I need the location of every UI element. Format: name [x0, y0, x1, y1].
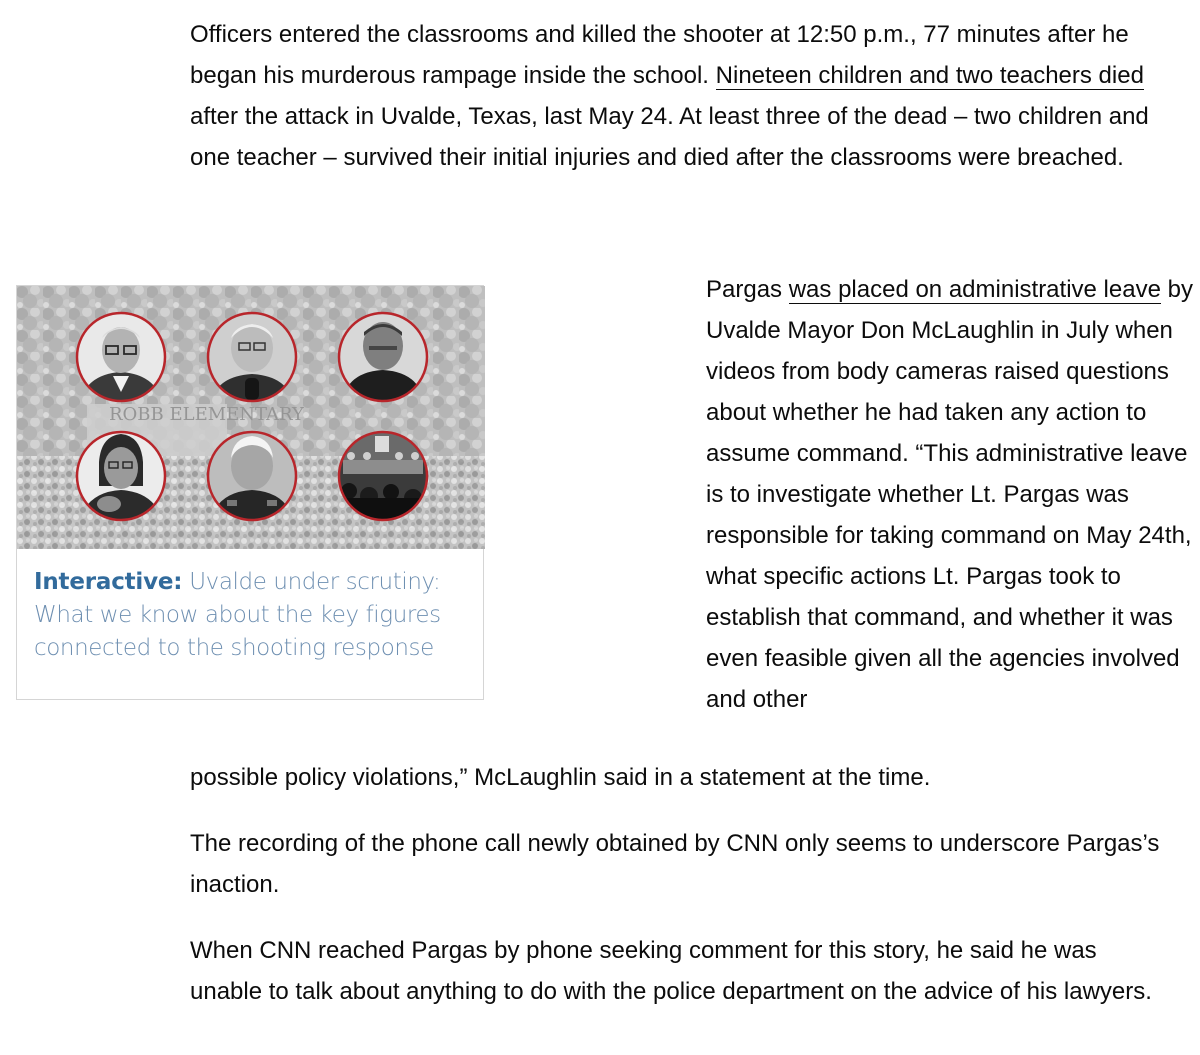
administrative-leave-link[interactable]: was placed on administrative leave: [788, 276, 1161, 303]
article-paragraph-2-continued: possible policy violations,” McLaughlin said in a statement at the time.: [190, 764, 931, 791]
article-paragraph-4: When CNN reached Pargas by phone seeking comment for this story, he said he was unable to talk about anything to do with the police department on the advice of his lawyers.: [190, 937, 1152, 1005]
paragraph-text: by Uvalde Mayor Don McLaughlin in July when videos from body cameras raised questions about whether he had taken any action to assume command. “This administrative leave is to investigate whether Lt. Pargas was responsible for taking command on May 24th, what specific actions Lt. Pargas took to establish that command, and whether it was even feasible given all the agencies involved and other: [706, 276, 1193, 713]
interactive-card-caption[interactable]: [34, 566, 474, 665]
interactive-title: Uvalde under scrutiny: What we know about the key figures connected to the shooting response: [34, 569, 441, 661]
article-paragraph-2: [706, 269, 1196, 720]
interactive-card[interactable]: [16, 285, 484, 700]
casualties-link[interactable]: Nineteen children and two teachers died: [715, 62, 1144, 89]
paragraph-text: Officers entered the classrooms and killed the shooter at 12:50 p.m., 77 minutes after he began his murderous rampage inside the school.: [190, 21, 1129, 89]
article-paragraph-3: The recording of the phone call newly obtained by CNN only seems to underscore Pargas’s inaction.: [190, 830, 1160, 898]
memorial-sign-text: ROBB ELEMENTARY: [109, 404, 304, 425]
interactive-kicker: Interactive:: [34, 569, 183, 595]
paragraph-text: Pargas: [706, 276, 789, 303]
interactive-card-image[interactable]: [17, 286, 485, 549]
paragraph-text: after the attack in Uvalde, Texas, last May 24. At least three of the dead – two children and one teacher – survived their initial injuries and died after the classrooms were breached.: [190, 103, 1149, 171]
article-paragraph-1: [190, 14, 1155, 178]
